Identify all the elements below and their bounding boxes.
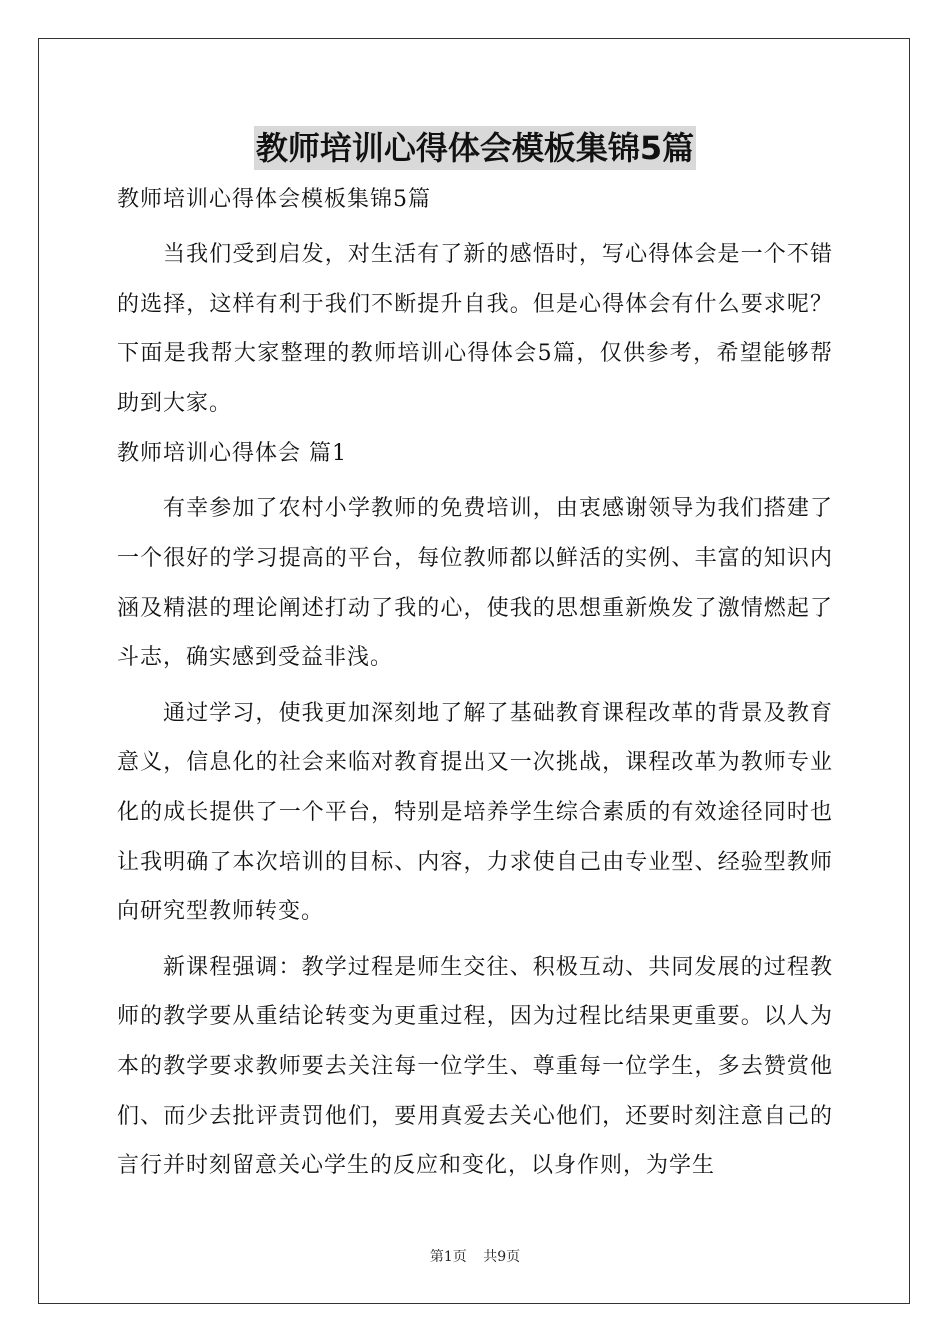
page-footer: [0, 1246, 950, 1266]
body-paragraph-1: 有幸参加了农村小学教师的免费培训，由衷感谢领导为我们搭建了一个很好的学习提高的平台，每位教师都以鲜活的实例、丰富的知识内涵及精湛的理论阐述打动了我的心，使我的思想重新焕发了激情燃起了斗志，确实感到受益非浅。: [117, 496, 833, 671]
intro-paragraph: 当我们受到启发，对生活有了新的感悟时，写心得体会是一个不错的选择，这样有利于我们不断提升自我。但是心得体会有什么要求呢？下面是我帮大家整理的教师培训心得体会5篇，仅供参考，希望能够帮助到大家。: [117, 242, 833, 416]
page-number: 第1页: [429, 1249, 467, 1265]
document-body: [117, 180, 833, 1197]
title-container: [0, 126, 950, 170]
document-title: 教师培训心得体会模板集锦5篇: [254, 126, 696, 170]
document-subtitle: 教师培训心得体会模板集锦5篇: [117, 187, 431, 212]
body-paragraph-3: 新课程强调：教学过程是师生交往、积极互动、共同发展的过程教师的教学要从重结论转变为更重过程，因为过程比结果更重要。以人为本的教学要求教师要去关注每一位学生、尊重每一位学生，多去赞赏他们、而少去批评责罚他们，要用真爱去关心他们，还要时刻注意自己的言行并时刻留意关心学生的反应和变化，以身作则，为学生: [117, 954, 833, 1179]
body-paragraph-2: 通过学习，使我更加深刻地了解了基础教育课程改革的背景及教育意义，信息化的社会来临对教育提出又一次挑战，课程改革为教师专业化的成长提供了一个平台，特别是培养学生综合素质的有效途径同时也让我明确了本次培训的目标、内容，力求使自己由专业型、经验型教师向研究型教师转变。: [117, 700, 833, 925]
page-count: 共9页: [483, 1249, 521, 1265]
section-heading: 教师培训心得体会 篇1: [117, 441, 347, 467]
